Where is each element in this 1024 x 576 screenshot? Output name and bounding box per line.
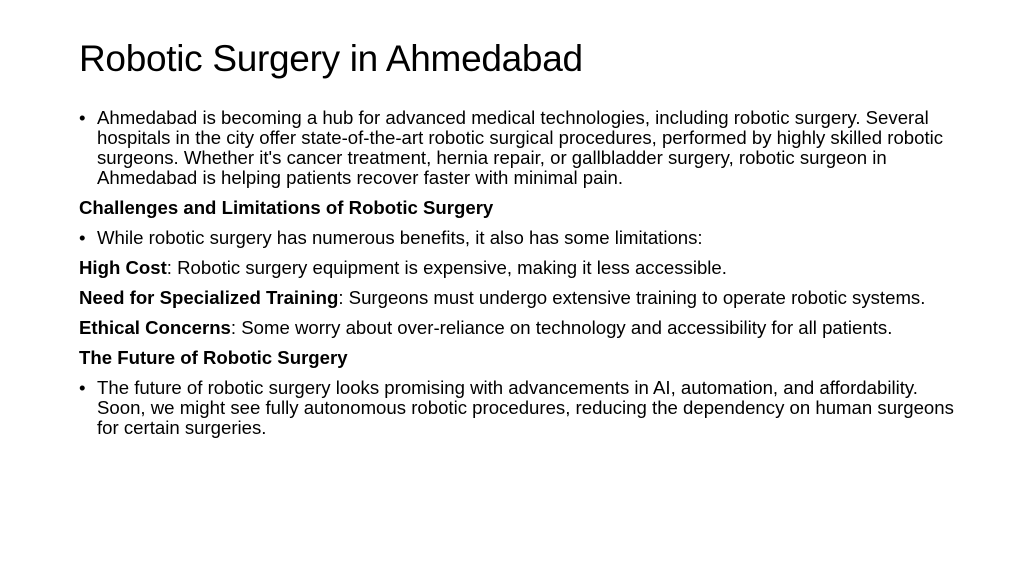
limitation-term: Ethical Concerns	[79, 317, 231, 338]
intro-bullet-text: Ahmedabad is becoming a hub for advanced medical technologies, including robotic surgery. Several hospitals in the city offer state-of-the-art robotic surgical procedures, performed by highly skilled robotic surgeons. Whether it's cancer treatment, hernia repair, or gallbladder surgery, robotic surgeon in Ahmedabad is helping patients recover faster with minimal pain.	[97, 107, 944, 188]
bullet-icon: •	[79, 107, 86, 128]
limitation-item-high-cost	[79, 258, 959, 278]
limitation-text: : Surgeons must undergo extensive training to operate robotic systems.	[338, 287, 926, 308]
challenges-heading: Challenges and Limitations of Robotic Surgery	[79, 197, 494, 218]
slide-body	[79, 108, 959, 448]
limitation-item-ethics	[79, 318, 959, 338]
limitation-term: Need for Specialized Training	[79, 287, 339, 308]
limitation-text: : Robotic surgery equipment is expensive, making it less accessible.	[166, 257, 727, 278]
future-heading: The Future of Robotic Surgery	[79, 347, 348, 368]
intro-bullet	[79, 108, 959, 188]
future-bullet	[79, 378, 959, 438]
limitation-term: High Cost	[79, 257, 167, 278]
challenges-bullet	[79, 228, 959, 248]
slide-title: Robotic Surgery in Ahmedabad	[79, 38, 583, 79]
bullet-icon: •	[79, 227, 86, 248]
future-bullet-text: The future of robotic surgery looks promising with advancements in AI, automation, and affordability. Soon, we might see fully autonomous robotic procedures, reducing the dependency on human surgeons for certain surgeries.	[97, 377, 954, 438]
bullet-icon: •	[79, 377, 86, 398]
challenges-bullet-text: While robotic surgery has numerous benefits, it also has some limitations:	[97, 227, 703, 248]
limitation-text: : Some worry about over-reliance on technology and accessibility for all patients.	[230, 317, 893, 338]
limitation-item-training	[79, 288, 959, 308]
